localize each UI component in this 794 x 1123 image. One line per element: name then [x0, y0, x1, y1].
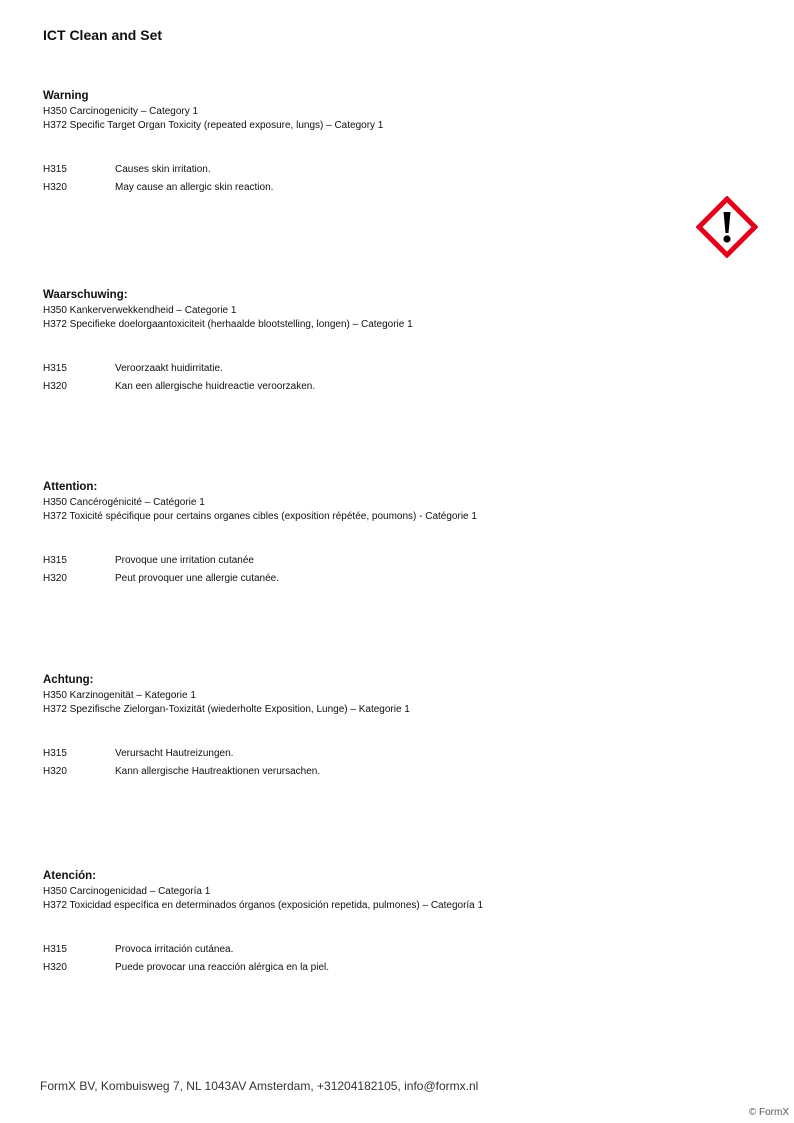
statement-row: [43, 961, 683, 979]
statement-code: H320: [43, 572, 67, 584]
signal-word: Achtung:: [43, 674, 94, 686]
statement-text: May cause an allergic skin reaction.: [115, 181, 274, 193]
statement-code: H320: [43, 961, 67, 973]
statement-row: [43, 572, 683, 590]
statement-text: Peut provoquer une allergie cutanée.: [115, 572, 280, 584]
statement-code: H315: [43, 555, 67, 566]
statement-text: Provoca irritación cutánea.: [115, 944, 234, 955]
statement-code: H320: [43, 380, 67, 392]
statement-text: Verursacht Hautreizungen.: [115, 748, 234, 759]
section-dutch: [43, 288, 683, 397]
statement-code: H315: [43, 164, 67, 175]
hazard-h350: H350 Karzinogenität – Kategorie 1: [43, 690, 196, 701]
signal-word: Warning: [43, 90, 89, 102]
hazard-h372: H372 Spezifische Zielorgan-Toxizität (wiederholte Exposition, Lunge) – Kategorie 1: [43, 703, 410, 715]
statement-code: H315: [43, 748, 67, 759]
document-title: ICT Clean and Set: [43, 27, 163, 43]
statement-row: [43, 554, 683, 572]
statement-code: H315: [43, 363, 67, 374]
statement-text: Causes skin irritation.: [115, 164, 211, 175]
statement-code: H320: [43, 765, 67, 777]
hazard-h372: H372 Toxicidad específica en determinados órganos (exposición repetida, pulmones) – Categoría 1: [43, 899, 484, 911]
statement-text: Veroorzaakt huidirritatie.: [115, 363, 223, 374]
hazard-h350: H350 Cancérogénicité – Catégorie 1: [43, 497, 205, 508]
statement-text: Puede provocar una reacción alérgica en la piel.: [115, 961, 330, 973]
hazard-h350: H350 Carcinogenicidad – Categoría 1: [43, 886, 211, 897]
section-spanish: [43, 869, 683, 978]
statement-code: H315: [43, 944, 67, 955]
copyright-notice: © FormX: [748, 1107, 789, 1118]
exclamation-mark-hazard-icon: [696, 196, 758, 258]
hazard-h372: H372 Specific Target Organ Toxicity (repeated exposure, lungs) – Category 1: [43, 119, 384, 131]
statement-code: H320: [43, 181, 67, 193]
statement-row: [43, 181, 683, 199]
statement-row: [43, 765, 683, 783]
statement-row: [43, 380, 683, 398]
footer-contact: FormX BV, Kombuisweg 7, NL 1043AV Amsterdam, +31204182105, info@formx.nl: [40, 1079, 479, 1093]
hazard-h350: H350 Kankerverwekkendheid – Categorie 1: [43, 305, 237, 316]
section-german: [43, 673, 683, 782]
hazard-h372: H372 Specifieke doelorgaantoxiciteit (herhaalde blootstelling, longen) – Categorie 1: [43, 318, 413, 330]
statement-row: [43, 943, 683, 961]
hazard-h350: H350 Carcinogenicity – Category 1: [43, 106, 199, 117]
statement-row: [43, 362, 683, 380]
statement-row: [43, 163, 683, 181]
signal-word: Attention:: [43, 481, 98, 493]
statement-text: Provoque une irritation cutanée: [115, 555, 254, 566]
statement-row: [43, 747, 683, 765]
signal-word: Atención:: [43, 870, 97, 882]
signal-word: Waarschuwing:: [43, 289, 128, 301]
statement-text: Kan een allergische huidreactie veroorzaken.: [115, 380, 316, 392]
statement-text: Kann allergische Hautreaktionen verursachen.: [115, 765, 321, 777]
section-english: [43, 89, 683, 198]
hazard-h372: H372 Toxicité spécifique pour certains organes cibles (exposition répétée, poumons) - Catégorie 1: [43, 510, 477, 522]
section-french: [43, 480, 683, 589]
